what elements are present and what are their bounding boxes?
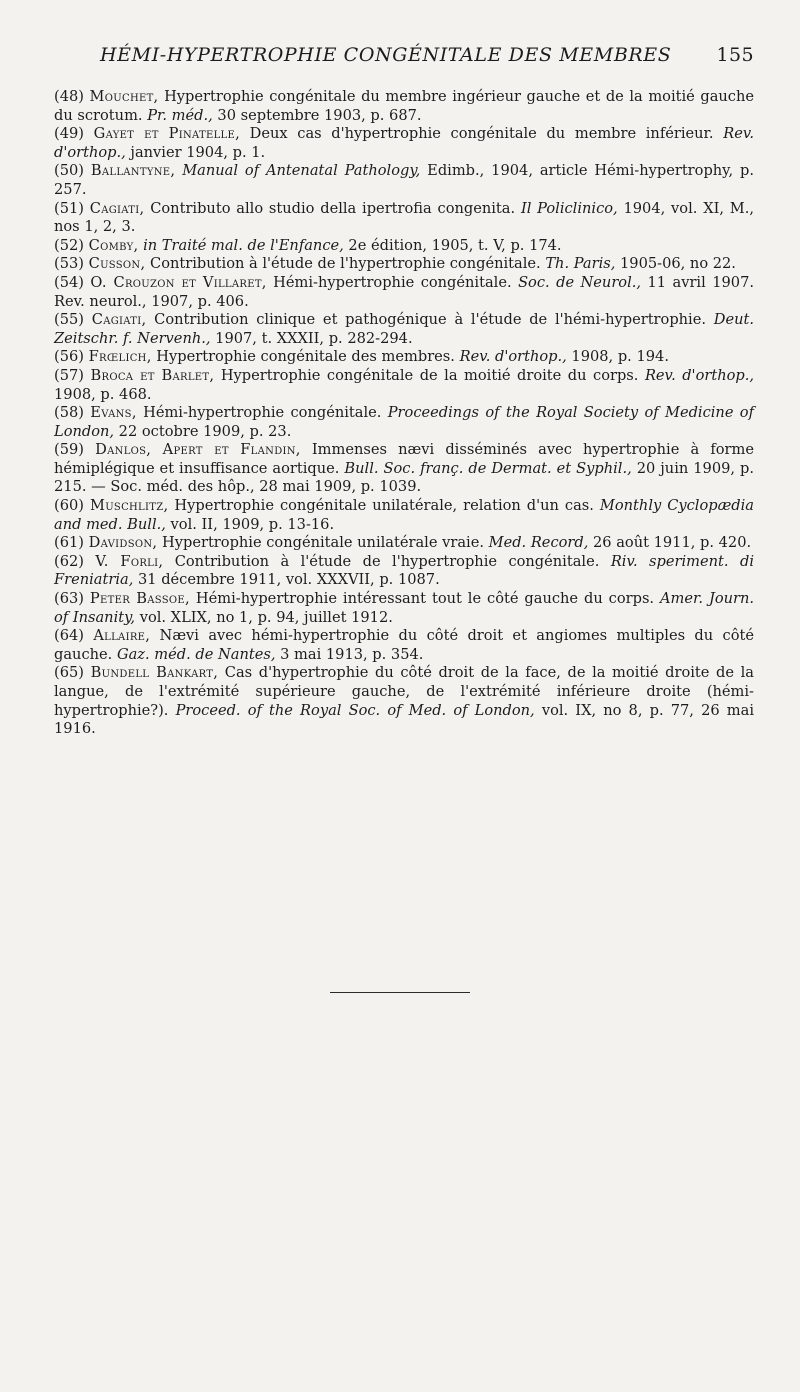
reference-list — [54, 88, 754, 739]
reference-entry: (50) Ballantyne, Manual of Antenatal Pathology, Edimb., 1904, article Hémi-hypertrophy, p. 257. — [54, 162, 754, 198]
reference-entry: (64) Allaire, Nævi avec hémi-hypertrophie du côté droit et angiomes multiples du côté gauche. Gaz. méd. de Nantes, 3 mai 1913, p. 354. — [54, 627, 754, 663]
reference-entry: (63) Peter Bassoe, Hémi-hypertrophie intéressant tout le côté gauche du corps. Amer. Journ. of Insanity, vol. XLIX, no 1, p. 94, juillet 1912. — [54, 590, 755, 626]
reference-entry: (48) Mouchet, Hypertrophie congénitale du membre ingérieur gauche et de la moitié gauche du scrotum. Pr. méd., 30 septembre 1903, p. 687. — [54, 88, 755, 124]
reference-entry: (56) Frœlich, Hypertrophie congénitale des membres. Rev. d'orthop., 1908, p. 194. — [54, 348, 669, 366]
reference-entry: (62) V. Forli, Contribution à l'étude de l'hypertrophie congénitale. Riv. speriment. di Freniatria, 31 décembre 1911, vol. XXXVII, p. 1087. — [54, 552, 755, 589]
page-header — [100, 44, 754, 76]
end-rule — [330, 992, 470, 993]
reference-entry: (53) Cusson, Contribution à l'étude de l'hypertrophie congénitale. Th. Paris, 1905-06, no 22. — [54, 255, 736, 273]
page-number: 155 — [716, 44, 754, 66]
running-title: HÉMI-HYPERTROPHIE CONGÉNITALE DES MEMBRES — [100, 44, 672, 66]
reference-entry: (57) Broca et Barlet, Hypertrophie congénitale de la moitié droite du corps. Rev. d'orthop., 1908, p. 468. — [54, 366, 755, 403]
reference-entry: (61) Davidson, Hypertrophie congénitale unilatérale vraie. Med. Record, 26 août 1911, p. 420. — [54, 534, 752, 552]
reference-entry: (58) Evans, Hémi-hypertrophie congénitale. Proceedings of the Royal Society of Medicine of London, 22 octobre 1909, p. 23. — [54, 404, 754, 440]
reference-entry: (52) Comby, in Traité mal. de l'Enfance, 2e édition, 1905, t. V, p. 174. — [54, 236, 562, 254]
reference-entry: (55) Cagiati, Contribution clinique et pathogénique à l'étude de l'hémi-hypertrophie. Deut. Zeitschr. f. Nervenh., 1907, t. XXXII, p. 282-294. — [54, 311, 755, 347]
reference-entry: (51) Cagiati, Contributo allo studio della ipertrofia congenita. Il Policlinico, 1904, vol. XI, M., nos 1, 2, 3. — [54, 199, 754, 236]
reference-entry: (65) Bundell Bankart, Cas d'hypertrophie du côté droit de la face, de la moitié droite de la langue, de l'extrémité supérieure gauche, de l'extrémité inférieure droite (hémi-hypertrophie?). Proceed. of the Royal Soc. of Med. of London, vol. IX, no 8, p. 77, 26 mai 1916. — [54, 664, 754, 738]
reference-entry: (49) Gayet et Pinatelle, Deux cas d'hypertrophie congénitale du membre inférieur. Rev. d'orthop., janvier 1904, p. 1. — [54, 125, 754, 161]
reference-entry: (59) Danlos, Apert et Flandin, Immenses nævi disséminés avec hypertrophie à forme hémiplégique et insuffisance aortique. Bull. Soc. franç. de Dermat. et Syphil., 20 juin 1909, p. 215. — Soc. méd. des hôp., 28 mai 1909, p. 1039. — [54, 441, 754, 496]
reference-entry: (60) Muschlitz, Hypertrophie congénitale unilatérale, relation d'un cas. Monthly Cyclopædia and med. Bull., vol. II, 1909, p. 13-16. — [54, 497, 755, 533]
reference-entry: (54) O. Crouzon et Villaret, Hémi-hypertrophie congénitale. Soc. de Neurol., 11 avril 1907. Rev. neurol., 1907, p. 406. — [54, 273, 754, 310]
